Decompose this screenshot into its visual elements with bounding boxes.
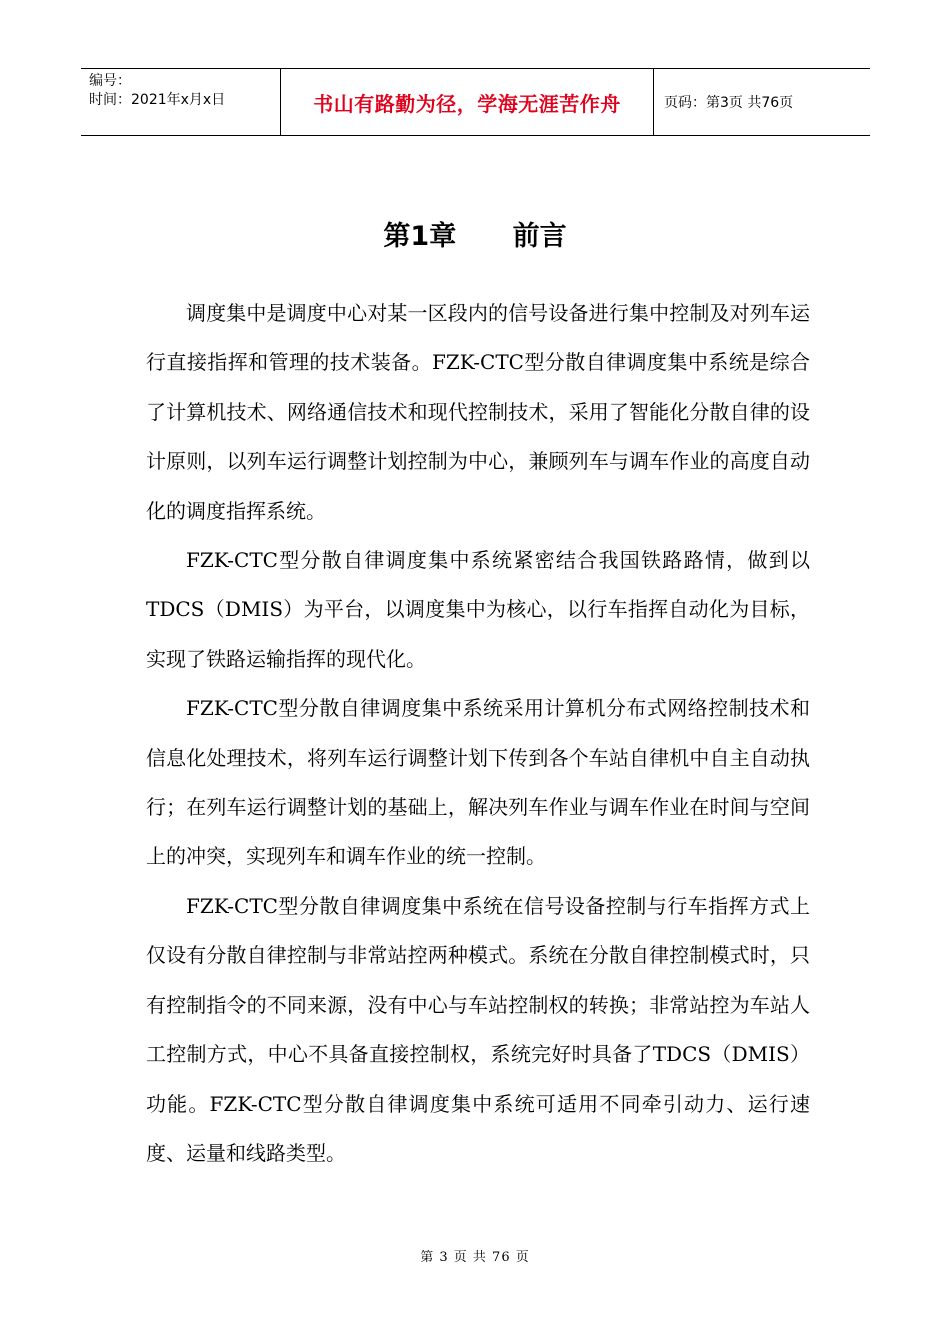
paragraph-2: FZK-CTC型分散自律调度集中系统紧密结合我国铁路路情，做到以TDCS（DMIS）为平台，以调度集中为核心，以行车指挥自动化为目标，实现了铁路运输指挥的现代化。 bbox=[146, 548, 810, 671]
page-footer: 第 3 页 共 76 页 bbox=[420, 1250, 530, 1265]
paragraph-4: FZK-CTC型分散自律调度集中系统在信号设备控制与行车指挥方式上仅设有分散自律控制与非常站控两种模式。系统在分散自律控制模式时，只有控制指令的不同来源，没有中心与车站控制权的转换；非常站控为车站人工控制方式，中心不具备直接控制权，系统完好时具备了TDCS（DMIS）功能。FZK-CTC型分散自律调度集中系统可适用不同牵引动力、运行速度、运量和线路类型。 bbox=[146, 893, 810, 1165]
document-number-label: 编号： bbox=[89, 73, 131, 89]
paragraph-1: 调度集中是调度中心对某一区段内的信号设备进行集中控制及对列车运行直接指挥和管理的技术装备。FZK-CTC型分散自律调度集中系统是综合了计算机技术、网络通信技术和现代控制技术，采用了智能化分散自律的设计原则，以列车运行调整计划控制为中心，兼顾列车与调车作业的高度自动化的调度指挥系统。 bbox=[146, 301, 810, 523]
header-meta bbox=[81, 69, 281, 135]
body-text bbox=[146, 289, 810, 1178]
document-time-label: 时间：2021年x月x日 bbox=[89, 92, 226, 108]
chapter-title: 第1章 前言 bbox=[383, 221, 567, 252]
paragraph-3: FZK-CTC型分散自律调度集中系统采用计算机分布式网络控制技术和信息化处理技术，将列车运行调整计划下传到各个车站自律机中自主自动执行；在列车运行调整计划的基础上，解决列车作业与调车作业在时间与空间上的冲突，实现列车和调车作业的统一控制。 bbox=[146, 696, 810, 869]
header-motto: 书山有路勤为径，学海无涯苦作舟 bbox=[281, 69, 654, 135]
page-header bbox=[81, 68, 870, 136]
header-page-info: 页码：第3页 共76页 bbox=[664, 95, 794, 111]
